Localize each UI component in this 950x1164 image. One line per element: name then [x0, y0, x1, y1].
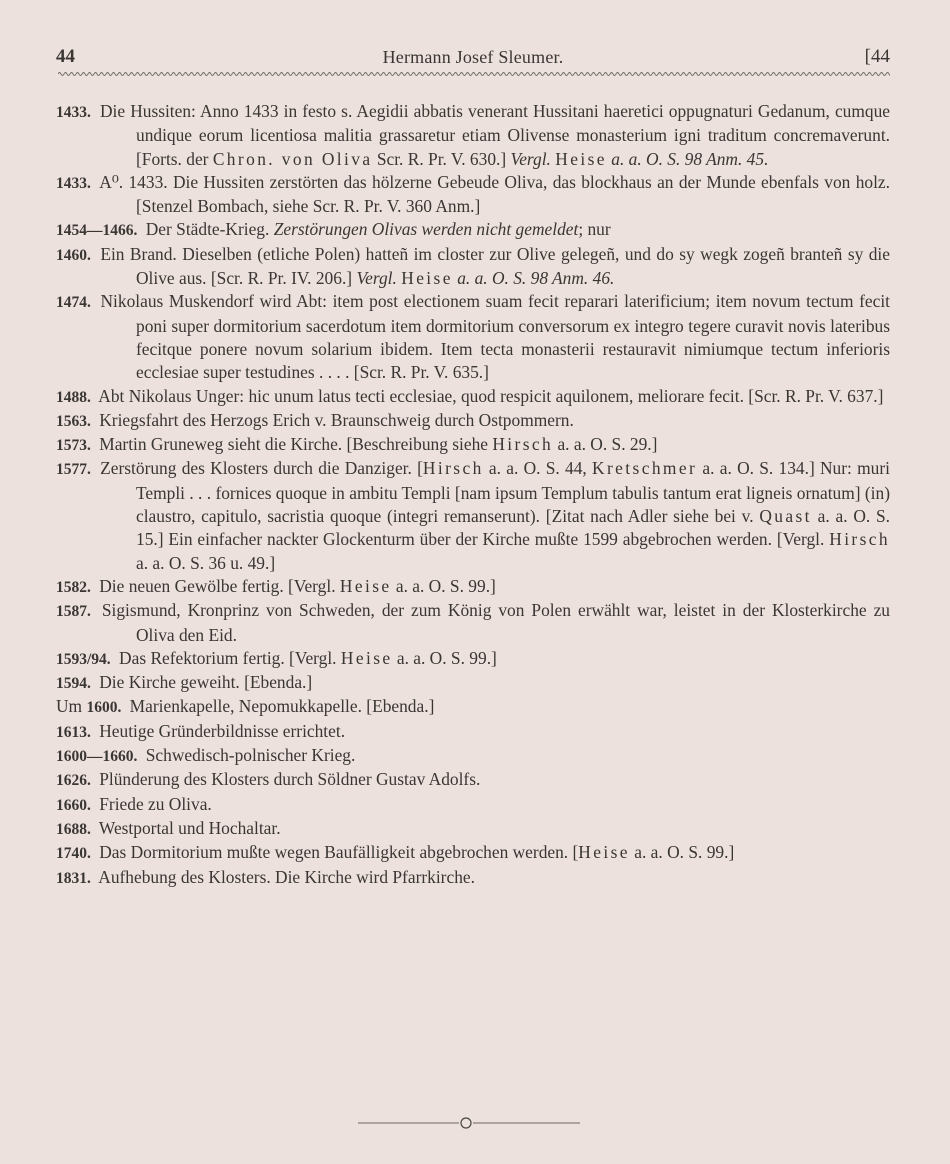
chronology-entry [56, 768, 890, 792]
chronology-entry [56, 171, 890, 219]
chronology-entry [56, 647, 890, 671]
entry-year: 1460. [56, 246, 91, 264]
entry-year: 1582. [56, 578, 91, 596]
chronology-entry [56, 433, 890, 457]
entry-text: a. a. O. S. 99.] [392, 647, 497, 668]
running-title: Hermann Josef Sleumer. [382, 47, 564, 67]
entry-text: Westportal und Hochaltar. [98, 817, 281, 838]
chronology-entry [56, 671, 890, 695]
entry-text: A⁰. 1433. Die Hussiten zerstörten das hölzerne Gebeude Oliva, das blockhaus an der Munde ebenfals von holz. [Stenzel Bombach, siehe Scr. R. Pr. V. 360 Anm.] [99, 171, 890, 217]
entry-text: Marienkapelle, Nepomukkapelle. [Ebenda.] [129, 696, 435, 717]
italic-text: a. a. O. S. 98 Anm. 46. [457, 268, 615, 289]
entry-text: Friede zu Oliva. [99, 793, 212, 814]
entry-year: 1831. [56, 869, 91, 887]
chronology-entry [56, 385, 890, 409]
author-name-spaced: Kretschmer [592, 458, 698, 479]
entry-year: 1594. [56, 675, 91, 693]
ornament-circle [461, 1118, 471, 1128]
entry-text: Plünderung des Klosters durch Söldner Gustav Adolfs. [99, 769, 481, 790]
entry-year: 1593/94. [56, 650, 111, 668]
entry-text: Sigismund, Kronprinz von Schweden, der zum König von Polen erwählt war, leistet in der Klosterkirche zu Oliva den Eid. [101, 600, 890, 645]
entry-text: Der Städte-Krieg. [145, 219, 274, 240]
chronology-entry [56, 290, 890, 384]
entry-year: 1600. [86, 699, 122, 717]
chronology-entry [56, 793, 890, 817]
entry-text: a. a. O. S. 99.] [391, 575, 496, 596]
entry-year: 1433. [56, 174, 91, 192]
entry-year: 1600—1660. [56, 748, 138, 766]
chronology-entry [56, 218, 890, 242]
entry-year: 1613. [56, 723, 91, 741]
chronology-list [56, 100, 890, 890]
author-name-spaced: Heise [401, 268, 453, 289]
entry-prefix: Um [56, 696, 87, 717]
entry-year: 1577. [56, 461, 91, 479]
entry-year: 1740. [56, 845, 91, 863]
entry-year: 1660. [56, 796, 91, 814]
entry-text: Die Kirche geweiht. [Ebenda.] [99, 672, 313, 693]
author-name-spaced: Quast [759, 506, 812, 527]
chronology-entry [56, 457, 890, 574]
italic-text: Zerstörungen Olivas werden nicht gemeldet [273, 219, 579, 240]
author-name-spaced: Hirsch [829, 529, 890, 550]
entry-text: Das Refektorium fertig. [Vergl. [119, 647, 341, 668]
author-name-spaced: Hirsch [492, 434, 554, 455]
chronology-entry [56, 599, 890, 647]
chronology-entry [56, 243, 890, 291]
author-name-spaced: Hirsch [422, 458, 484, 479]
chronology-entry [56, 575, 890, 599]
chronology-entry [56, 817, 890, 841]
entry-text: Aufhebung des Klosters. Die Kirche wird Pfarrkirche. [98, 866, 475, 887]
entry-text: a. a. O. S. 44, [483, 458, 593, 479]
entry-text: Heutige Gründerbildnisse errichtet. [99, 720, 346, 741]
end-ornament [358, 1116, 580, 1130]
author-name-spaced: Chron. von Oliva [212, 148, 373, 169]
author-name-spaced: Heise [555, 148, 607, 169]
author-name-spaced: Heise [340, 647, 393, 668]
page-number-left: 44 [56, 46, 75, 67]
entry-text: a. a. O. S. 134.] Nur: muri Templi . . . fornices quoque in ambitu Templi [nam ipsum Templum tabulis tantum erat ligneis ornatum] (in) claustro, capitulo, sacristia quoque (integri remanserunt). [Zitat nach Adler siehe bei v. [136, 458, 890, 527]
entry-year: 1573. [56, 437, 91, 455]
entry-text: Martin Gruneweg sieht die Kirche. [Beschreibung siehe [99, 434, 493, 455]
italic-text: Vergl. [510, 148, 551, 169]
entry-text: Abt Nikolaus Unger: hic unum latus tecti ecclesiae, quod respicit aquilonem, meliorare fecit. [Scr. R. Pr. V. 637.] [98, 385, 884, 406]
entry-text: a. a. O. S. 36 u. 49.] [136, 552, 276, 573]
chronology-entry [56, 720, 890, 744]
wavy-rule-divider [58, 70, 890, 78]
entry-year: 1688. [56, 820, 91, 838]
entry-year: 1474. [56, 294, 91, 312]
page-number-right: [44 [864, 46, 890, 67]
author-name-spaced: Heise [578, 842, 630, 863]
entry-text: Nikolaus Muskendorf wird Abt: item post electionem suam fecit reparari laterificium; item novum tectum fecit poni super dormitorium sacerdotum item dormitorium conversorum ex integro tegere curavit novis lateribus fecitque ponere novum solarium ibidem. Item tecta monasterii restauravit nimiumque tectum inferioris ecclesiae super testudines . . . . [Scr. R. Pr. V. 635.] [100, 291, 890, 383]
entry-text: a. a. O. S. 15.] Ein einfacher nackter Glockenturm über der Kirche mußte 1599 abgebrochen werden. [Vergl. [136, 506, 891, 550]
entry-text: a. a. O. S. 99.] [629, 842, 735, 863]
chronology-entry [56, 409, 890, 433]
entry-text: Zerstörung des Klosters durch die Danziger. [ [100, 458, 423, 479]
entry-text: Die neuen Gewölbe fertig. [Vergl. [99, 575, 340, 596]
entry-text: Scr. R. Pr. V. 630.] [372, 148, 511, 169]
entry-year: 1587. [56, 603, 91, 621]
entry-text: ; nur [578, 219, 611, 240]
entry-text: a. a. O. S. 29.] [553, 434, 658, 455]
entry-text: Das Dormitorium mußte wegen Baufälligkeit abgebrochen werden. [ [99, 842, 579, 863]
chronology-entry [56, 744, 890, 768]
italic-text: a. a. O. S. 98 Anm. 45. [611, 148, 769, 169]
chronology-entry [56, 695, 890, 719]
entry-text: Schwedisch-polnischer Krieg. [145, 745, 356, 766]
entry-year: 1454—1466. [56, 222, 138, 240]
entry-year: 1488. [56, 388, 91, 406]
author-name-spaced: Heise [339, 575, 392, 596]
entry-year: 1433. [56, 104, 91, 121]
chronology-entry [56, 866, 890, 890]
chronology-entry [56, 100, 890, 171]
entry-year: 1563. [56, 412, 91, 430]
italic-text: Vergl. [356, 268, 397, 289]
chronology-entry [56, 841, 890, 865]
entry-year: 1626. [56, 772, 91, 790]
entry-text: Ein Brand. Dieselben (etliche Polen) hatteñ im closter zur Olive gelegeñ, und do sy wegk zogeñ branteñ sy die Olive aus. [Scr. R. Pr. IV. 206.] [100, 243, 890, 289]
entry-text: Kriegsfahrt des Herzogs Erich v. Braunschweig durch Ostpommern. [99, 409, 574, 430]
entry-text: Die Hussiten: Anno 1433 in festo s. Aegidii abbatis venerant Hussitani haeretici oppugnaturi Gedanum, cumque undique eorum licentiosa malitia grassaretur etiam Olivense monasterium igni traditum concremaverunt. [Forts. der [99, 101, 890, 169]
